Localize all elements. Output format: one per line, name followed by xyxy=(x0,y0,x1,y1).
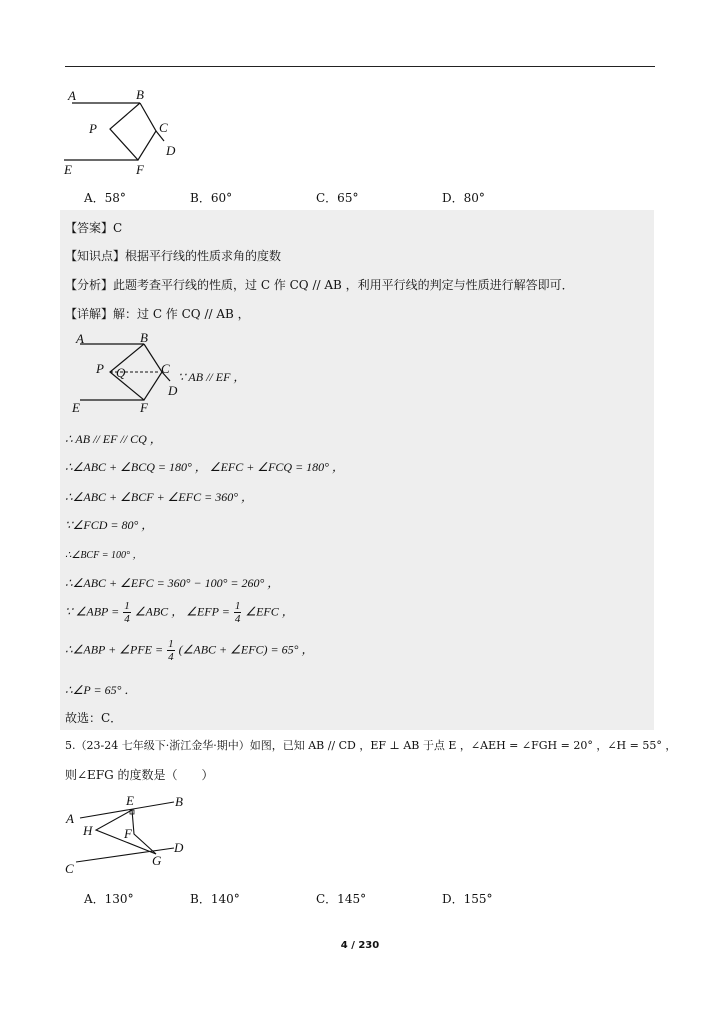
fig3-label-h: H xyxy=(83,823,93,838)
fig3-label-g: G xyxy=(152,853,162,868)
fig2-label-p: P xyxy=(96,361,104,376)
step-5: ∴∠BCF = 100° ， xyxy=(65,550,143,561)
fig3-label-f: F xyxy=(124,826,132,841)
fig3-label-c: C xyxy=(65,861,74,876)
analysis-line: 【分析】此题考查平行线的性质，过 C 作 CQ // AB ，利用平行线的判定与性质进行解答即可． xyxy=(65,278,574,292)
step-1: ∴ AB // EF // CQ ， xyxy=(65,432,162,446)
fig1-label-a: A xyxy=(68,88,76,103)
q5-option-a[interactable]: A．130° xyxy=(84,892,134,906)
q4-option-c[interactable]: C．65° xyxy=(316,191,359,205)
step-7 xyxy=(65,600,294,625)
fraction-quarter xyxy=(123,600,131,625)
fig3-label-b: B xyxy=(175,794,183,809)
answer-line: 【答案】C xyxy=(65,221,123,235)
fig1-label-d: D xyxy=(166,143,176,158)
fig3-label-a: A xyxy=(66,811,74,826)
page-number: 4 / 230 xyxy=(340,940,380,951)
figure-parallel-lines-2 xyxy=(68,328,188,418)
fraction-num: 1 xyxy=(234,600,241,612)
knowledge-line: 【知识点】根据平行线的性质求角的度数 xyxy=(65,249,282,263)
step-final: ∴∠P = 65° ． xyxy=(65,683,137,697)
fig2-label-b: B xyxy=(140,330,148,345)
fraction-den: 4 xyxy=(234,613,241,625)
fig1-label-c: C xyxy=(159,120,168,135)
fraction-num: 1 xyxy=(124,600,130,612)
fraction-quarter xyxy=(234,600,242,625)
fig1-label-p: P xyxy=(89,121,97,136)
q4-option-b[interactable]: B．60° xyxy=(190,191,233,205)
fig3-label-e: E xyxy=(126,793,134,808)
figure-q5 xyxy=(60,792,200,880)
step-7-mid: ∠ABC ， ∠EFP = xyxy=(134,604,230,619)
q5-stem-line2: 则∠EFG 的度数是（ ） xyxy=(65,768,214,782)
fraction-num: 1 xyxy=(168,638,174,650)
step-8 xyxy=(65,638,313,663)
q4-option-a[interactable]: A．58° xyxy=(84,191,126,205)
q5-stem-line1: 5.（23-24 七年级下·浙江金华·期中）如图，已知 AB // CD ，EF ⊥ AB 于点 E ，∠AEH = ∠FGH = 20° ，∠H = 55° ， xyxy=(65,739,677,752)
fig2-label-q: Q xyxy=(116,365,126,380)
detail-line: 【详解】解：过 C 作 CQ // AB ， xyxy=(65,307,250,321)
fig1-label-e: E xyxy=(64,162,72,177)
fig2-label-c: C xyxy=(161,361,170,376)
header-rule xyxy=(65,66,655,67)
q5-option-b[interactable]: B．140° xyxy=(190,892,240,906)
q4-option-d[interactable]: D．80° xyxy=(442,191,485,205)
step-3: ∴∠ABC + ∠BCF + ∠EFC = 360° ， xyxy=(65,490,253,504)
fig3-label-d: D xyxy=(174,840,184,855)
step-8-post: (∠ABC + ∠EFC) = 65° ， xyxy=(178,642,314,657)
step-7-post: ∠EFC ， xyxy=(245,604,294,619)
fig1-label-b: B xyxy=(136,87,144,102)
fig2-label-f: F xyxy=(140,400,148,415)
fig2-caption: ∵ AB // EF ， xyxy=(178,370,246,384)
step-8-pre: ∴∠ABP + ∠PFE = xyxy=(65,642,164,657)
fig2-label-d: D xyxy=(168,383,178,398)
fig2-label-a: A xyxy=(76,331,84,346)
q5-option-d[interactable]: D．155° xyxy=(442,892,493,906)
step-7-pre: ∵ ∠ABP = xyxy=(65,604,120,619)
choice-line: 故选：C． xyxy=(65,711,123,725)
step-4: ∵∠FCD = 80° ， xyxy=(65,518,154,532)
step-6: ∴∠ABC + ∠EFC = 360° − 100° = 260° ， xyxy=(65,576,280,590)
fraction-quarter xyxy=(167,638,175,663)
q5-option-c[interactable]: C．145° xyxy=(316,892,367,906)
fig2-label-e: E xyxy=(72,400,80,415)
fraction-den: 4 xyxy=(168,651,174,663)
fig1-label-f: F xyxy=(136,162,144,177)
fraction-den: 4 xyxy=(124,613,130,625)
step-2: ∴∠ABC + ∠BCQ = 180° ， ∠EFC + ∠FCQ = 180° ， xyxy=(65,460,344,474)
figure-parallel-lines-1 xyxy=(60,86,190,178)
